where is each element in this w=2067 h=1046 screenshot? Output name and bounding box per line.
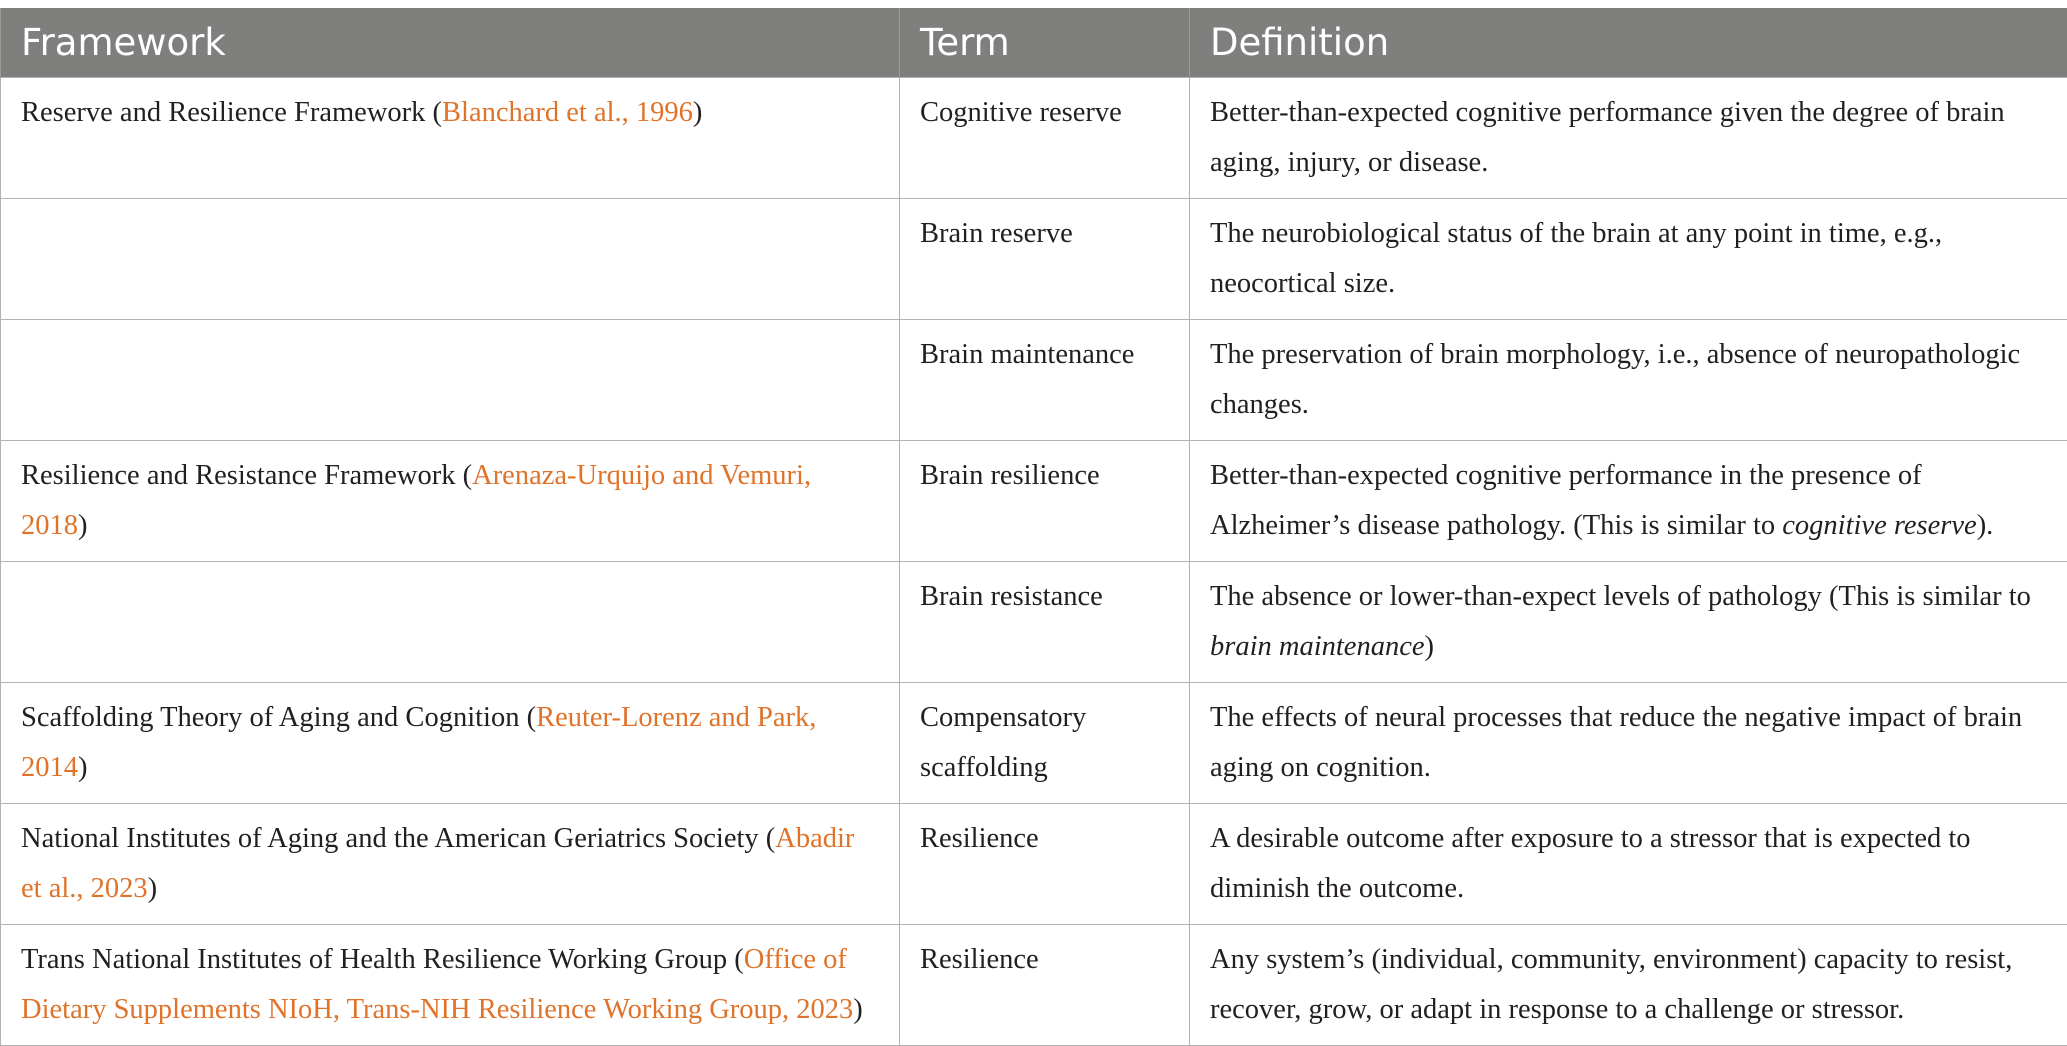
framework-cell (1, 78, 900, 199)
framework-text: Scaffolding Theory of Aging and Cognition ( (21, 702, 536, 733)
header-row (1, 8, 2067, 78)
framework-text: Resilience and Resistance Framework ( (21, 460, 472, 491)
definition-cell (1190, 562, 2067, 683)
definition-text: A desirable outcome after exposure to a stressor that is expected to diminish the outcome. (1210, 823, 1971, 904)
framework-cell (1, 199, 900, 320)
definition-text: Better-than-expected cognitive performance in the presence of Alzheimer’s disease pathology. (This is similar to (1210, 460, 1922, 541)
citation-link[interactable]: Blanchard et al., 1996 (442, 97, 693, 128)
header-term: Term (900, 8, 1190, 78)
table-row (1, 804, 2067, 925)
definition-text: The effects of neural processes that reduce the negative impact of brain aging on cognition. (1210, 702, 2022, 783)
definition-end: ) (1425, 631, 1435, 662)
term-cell: Brain resilience (900, 441, 1190, 562)
table-row (1, 78, 2067, 199)
framework-cell (1, 320, 900, 441)
table-row (1, 441, 2067, 562)
framework-close: ) (78, 510, 88, 541)
framework-text: National Institutes of Aging and the American Geriatrics Society ( (21, 823, 775, 854)
framework-text: Trans National Institutes of Health Resilience Working Group ( (21, 944, 744, 975)
term-cell: Brain maintenance (900, 320, 1190, 441)
definition-cell (1190, 804, 2067, 925)
definition-text: The preservation of brain morphology, i.e., absence of neuropathologic changes. (1210, 339, 2020, 420)
term-cell: Resilience (900, 804, 1190, 925)
citation-link[interactable]: Abadir et al., 2023 (21, 823, 854, 904)
definition-cell (1190, 683, 2067, 804)
framework-close: ) (78, 752, 88, 783)
definition-text: The absence or lower-than-expect levels of pathology (This is similar to (1210, 581, 2031, 612)
framework-close: ) (693, 97, 703, 128)
definition-cell (1190, 441, 2067, 562)
framework-cell (1, 683, 900, 804)
table-body (1, 78, 2067, 1046)
definition-end: ). (1977, 510, 1994, 541)
term-cell: Compensatory scaffolding (900, 683, 1190, 804)
definitions-table-container (0, 8, 2067, 1046)
header-definition: Definition (1190, 8, 2067, 78)
table-row (1, 562, 2067, 683)
term-cell: Brain reserve (900, 199, 1190, 320)
definitions-table (0, 8, 2067, 1046)
framework-cell (1, 925, 900, 1046)
framework-close: ) (853, 994, 863, 1025)
framework-cell (1, 441, 900, 562)
definition-cell (1190, 199, 2067, 320)
table-header (1, 8, 2067, 78)
term-cell: Brain resistance (900, 562, 1190, 683)
table-row (1, 683, 2067, 804)
term-cell: Resilience (900, 925, 1190, 1046)
definition-emphasis: brain maintenance (1210, 631, 1425, 662)
definition-cell (1190, 320, 2067, 441)
term-cell: Cognitive reserve (900, 78, 1190, 199)
header-framework: Framework (1, 8, 900, 78)
framework-cell (1, 562, 900, 683)
citation-link[interactable]: Arenaza-Urquijo and Vemuri, 2018 (21, 460, 811, 541)
framework-text: Reserve and Resilience Framework ( (21, 97, 442, 128)
definition-text: Better-than-expected cognitive performance given the degree of brain aging, injury, or disease. (1210, 97, 2005, 178)
definition-text: Any system’s (individual, community, environment) capacity to resist, recover, grow, or adapt in response to a challenge or stressor. (1210, 944, 2012, 1025)
definition-cell (1190, 925, 2067, 1046)
citation-link[interactable]: Office of Dietary Supplements NIoH, Trans-NIH Resilience Working Group, 2023 (21, 944, 853, 1025)
framework-close: ) (148, 873, 158, 904)
definition-text: The neurobiological status of the brain at any point in time, e.g., neocortical size. (1210, 218, 1942, 299)
framework-cell (1, 804, 900, 925)
definition-cell (1190, 78, 2067, 199)
table-row (1, 199, 2067, 320)
table-row (1, 925, 2067, 1046)
citation-link[interactable]: Reuter-Lorenz and Park, 2014 (21, 702, 816, 783)
table-row (1, 320, 2067, 441)
definition-emphasis: cognitive reserve (1782, 510, 1976, 541)
